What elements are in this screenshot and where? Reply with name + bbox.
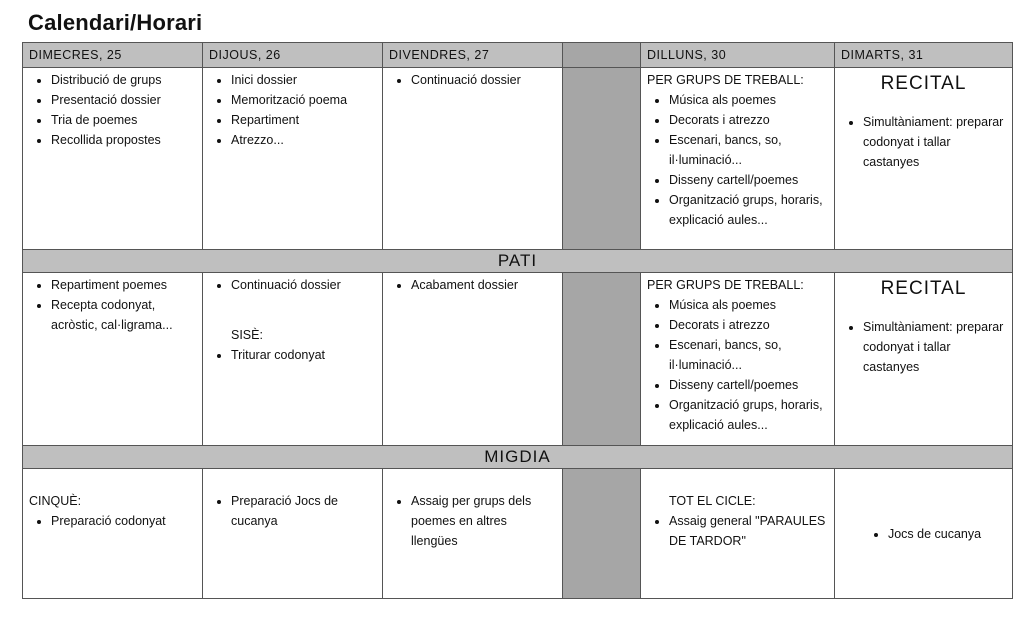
day-header-fri: DIVENDRES, 27 [383,43,563,68]
recital-heading: RECITAL [880,278,967,299]
list-item: • Decorats i atrezzo [669,110,828,130]
list-item: • Assaig general "PARAULES DE TARDOR" [669,511,828,551]
day-header-mon: DILLUNS, 30 [641,43,835,68]
morning-row [23,68,1013,250]
page-title: Calendari/Horari [28,10,203,35]
cell-afternoon-mon [641,469,835,599]
group-lead: TOT EL CICLE: [669,494,756,508]
list-item: • Memorització poema [231,90,376,110]
cell-midday-fri [383,273,563,446]
list-item: • Recepta codonyat, acròstic, cal·ligrama... [51,295,196,335]
afternoon-row [23,469,1013,599]
list-item: • Recollida propostes [51,130,196,150]
group-lead: SISÈ: [231,328,263,342]
cell-afternoon-thu [203,469,383,599]
weekend-gap [563,469,641,599]
cell-afternoon-wed [23,469,203,599]
list-item: • Decorats i atrezzo [669,315,828,335]
list-item: • Escenari, bancs, so, il·luminació... [669,130,828,170]
list-item: • Repartiment [231,110,376,130]
list-item: • Música als poemes [669,295,828,315]
list-item: • Escenari, bancs, so, il·luminació... [669,335,828,375]
list-item: • Atrezzo... [231,130,376,150]
cell-midday-tue [835,273,1013,446]
list-item: • Preparació codonyat [51,511,196,531]
cell-morning-fri [383,68,563,250]
cell-afternoon-tue [835,469,1013,599]
list-item: • Acabament dossier [411,275,556,295]
migdia-band [23,446,1013,469]
list-item: • Inici dossier [231,70,376,90]
list-item: • Disseny cartell/poemes [669,170,828,190]
list-item: • Presentació dossier [51,90,196,110]
list-item: • Organització grups, horaris, explicació aules... [669,190,828,230]
weekend-gap [563,43,641,68]
list-item: • Triturar codonyat [231,345,376,365]
cell-afternoon-fri [383,469,563,599]
list-item: • Simultàniament: preparar codonyat i tallar castanyes [863,317,1006,377]
list-item: • Disseny cartell/poemes [669,375,828,395]
cell-morning-wed [23,68,203,250]
cell-morning-mon [641,68,835,250]
weekend-gap [563,68,641,250]
after-pati-row [23,273,1013,446]
cell-morning-thu [203,68,383,250]
header-row [23,43,1013,68]
cell-midday-mon [641,273,835,446]
pati-band [23,250,1013,273]
list-item: • Preparació Jocs de cucanya [231,491,376,531]
weekend-gap [563,273,641,446]
schedule-table [22,42,1013,599]
group-lead: PER GRUPS DE TREBALL: [647,73,804,87]
list-item: • Música als poemes [669,90,828,110]
band-label-migdia: MIGDIA [23,446,1013,469]
list-item: • Tria de poemes [51,110,196,130]
recital-heading: RECITAL [880,73,967,94]
cell-midday-wed [23,273,203,446]
band-label-pati: PATI [23,250,1013,273]
group-lead: PER GRUPS DE TREBALL: [647,278,804,292]
list-item: • Jocs de cucanya [888,524,981,544]
list-item: • Organització grups, horaris, explicació aules... [669,395,828,435]
list-item: • Continuació dossier [231,275,376,295]
list-item: • Simultàniament: preparar codonyat i tallar castanyes [863,112,1006,172]
day-header-wed: DIMECRES, 25 [23,43,203,68]
list-item: • Continuació dossier [411,70,556,90]
cell-midday-thu [203,273,383,446]
cell-morning-tue [835,68,1013,250]
list-item: • Repartiment poemes [51,275,196,295]
day-header-tue: DIMARTS, 31 [835,43,1013,68]
day-header-thu: DIJOUS, 26 [203,43,383,68]
list-item: • Assaig per grups dels poemes en altres llengües [411,491,556,551]
list-item: • Distribució de grups [51,70,196,90]
group-lead: CINQUÈ: [29,494,82,508]
